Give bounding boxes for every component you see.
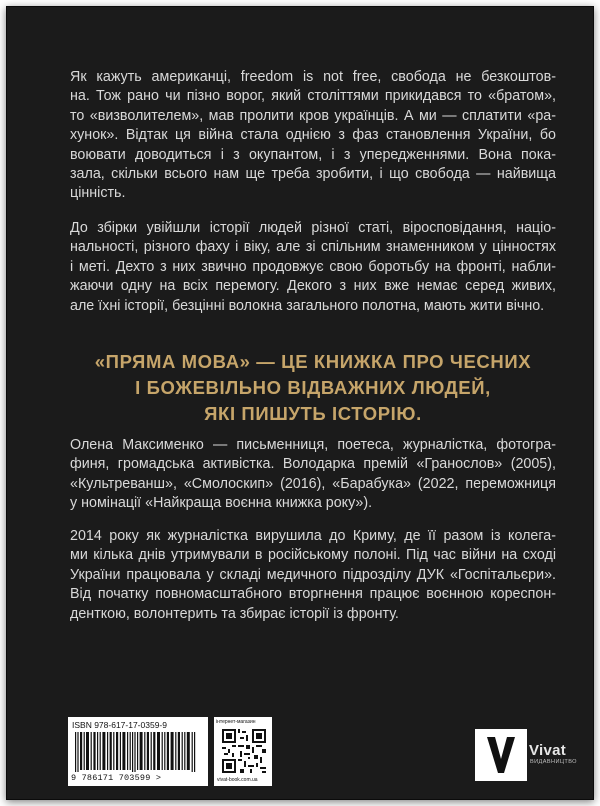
barcode-digits: 9 786171 703599 > [71,773,162,783]
intro-paragraph [70,68,556,204]
text-line: Як кажуть американці, freedom is not free, свобода не безкоштов- [70,69,556,85]
collection-paragraph [70,219,556,316]
pull-quote [70,349,556,427]
qr-bottom-label: vivat-book.com.ua [217,777,258,783]
text-line: але їхні історії, безцінні волокна загального полотна, мають жити вічно. [70,297,545,314]
text-line: то «визволителем», мав пролити кров українців. А ми — сплатити «ра- [70,107,556,124]
isbn-barcode [68,717,208,786]
text-line: До збірки увійшли історії людей різної статі, віросповідання, націо- [70,220,556,236]
text-line: зала, скільки всього нам ще треба зробити, і що свобода — найвища [70,166,556,183]
text-line: на. Тож рано чи пізно ворог, який століттями прикидався то «братом», [70,88,556,105]
qr-code-block [214,717,272,786]
text-line: 2014 року як журналістка вирушила до Криму, де її разом із колега- [70,528,556,544]
text-line: України працювала у складі медичного підрозділу ДУК «Госпітальєри». [70,566,556,583]
text-line: у номінації «Найкраща воєнна книжка року»). [70,495,373,512]
qr-top-label: інтернет-магазин [216,719,256,725]
text-line: «Культреванш», «Смолоскип» (2016), «Барабука» (2022, переможниця [70,475,556,492]
quote-line: І БОЖЕВІЛЬНО ВІДВАЖНИХ ЛЮДЕЙ, [135,377,491,398]
author-bio-paragraph [70,436,556,514]
text-line: Олена Максименко — письменниця, поетеса, журналістка, фотогра- [70,437,556,453]
qr-code-icon [222,729,266,773]
author-story-paragraph [70,527,556,624]
text-line: хунок». Відтак ця війна стала однією з фаз становлення України, бо [70,127,556,144]
text-line: цінність. [70,185,126,202]
back-cover [6,6,594,800]
text-line: денткою, волонтерить та збирає історії із фронту. [70,605,399,622]
publisher-name: Vivat [529,742,567,759]
text-line: ми кілька днів утримували в російському полоні. Під час війни на сході [70,547,556,564]
text-line: Від початку повномасштабного вторгнення працює воєнною кореспон- [70,586,556,603]
isbn-label: ISBN 978-617-17-0359-9 [72,720,167,730]
text-line: воювати доводиться і з окупантом, і з упередженнями. Вона пока- [70,146,556,163]
quote-line: «ПРЯМА МОВА» — ЦЕ КНИЖКА ПРО ЧЕСНИХ [94,351,532,372]
barcode-icon [73,732,203,772]
text-line: і меті. Дехто з них звично продовжує свою боротьбу на фронті, набли- [70,258,556,275]
text-line: жаючи одну на всіх перемогу. Декого з них вже немає серед живих, [70,278,556,295]
publisher-subtitle: ВИДАВНИЦТВО [530,759,577,765]
quote-line: ЯКІ ПИШУТЬ ІСТОРІЮ. [204,403,422,424]
vivat-logo-icon [475,729,527,781]
text-line: финя, громадська активістка. Володарка премій «Гранослов» (2005), [70,456,556,473]
text-line: нальності, різного фаху і віку, але зі спільним знаменником у цінностях [70,239,556,256]
